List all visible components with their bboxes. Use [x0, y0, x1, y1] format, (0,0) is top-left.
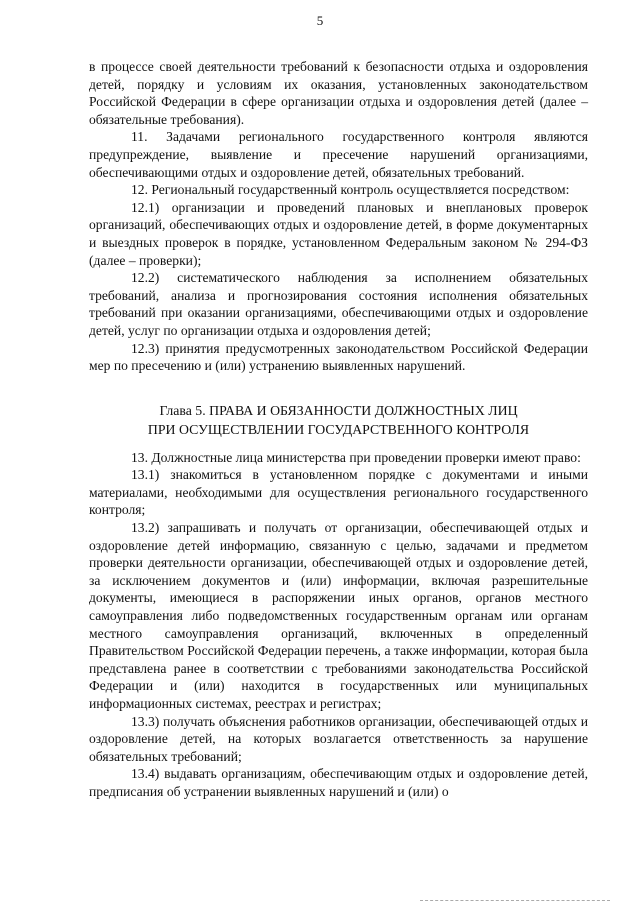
paragraph: 13.4) выдавать организациям, обеспечивающим отдых и оздоровление детей, предписания об устранении выявленных нарушений и (или) о — [89, 766, 588, 799]
text-block-bottom — [89, 449, 588, 801]
paragraph: 12.2) систематического наблюдения за исполнением обязательных требований, анализа и прогнозирования состояния исполнения обязательных требований при оказании организациями, обеспечивающими отдых и оздоровление детей, услуг по организации отдыха и оздоровления детей; — [89, 270, 588, 338]
paragraph: 13.1) знакомиться в установленном порядке с документами и иными материалами, необходимыми для осуществления регионального государственного контроля; — [89, 467, 588, 518]
document-body — [89, 58, 588, 801]
paragraph: 13. Должностные лица министерства при проведении проверки имеют право: — [131, 449, 581, 465]
chapter-heading-line-2: ПРИ ОСУЩЕСТВЛЕНИИ ГОСУДАРСТВЕННОГО КОНТРОЛЯ — [147, 421, 530, 437]
chapter-heading — [89, 401, 588, 439]
paragraph: 11. Задачами регионального государственного контроля являются предупреждение, выявление и пресечение нарушений организациями, обеспечивающими отдых и оздоровление детей, обязательных требований. — [89, 129, 588, 180]
chapter-heading-line-1: Глава 5. ПРАВА И ОБЯЗАННОСТИ ДОЛЖНОСТНЫХ ЛИЦ — [159, 402, 518, 418]
page-number: 5 — [316, 13, 324, 28]
paragraph: 13.2) запрашивать и получать от организации, обеспечивающей отдых и оздоровление детей информацию, связанную с целью, задачами и предметом проверки деятельности организации, обеспечивающей отдых и оздоровление детей, за исключением документов и (или) информации, включая разрешительные документы, имеющиеся в распоряжении иных органов, органов местного самоуправления либо подведомственных государственным органам или органам местного самоуправления организаций, включенных в определенный Правительством Российской Федерации перечень, а также информации, которая была представлена ранее в соответствии с требованиями законодательства Российской Федерации и (или) находится в государственных или муниципальных информационных системах, реестрах и регистрах; — [89, 520, 588, 711]
paragraph: 13.3) получать объяснения работников организации, обеспечивающей отдых и оздоровление детей, на которых возлагается ответственность за нарушение обязательных требований; — [89, 713, 588, 764]
paragraph: в процессе своей деятельности требований к безопасности отдыха и оздоровления детей, порядку и условиям их оказания, установленных законодательством Российской Федерации в сфере организации отдыха и оздоровления детей (далее – обязательные требования). — [89, 59, 588, 127]
footer-rule — [420, 900, 610, 901]
paragraph: 12.1) организации и проведений плановых и внеплановых проверок организаций, обеспечивающих отдых и оздоровление детей, в форме документарных и выездных проверок в порядке, установленном Федеральным законом № 294-ФЗ (далее – проверки); — [89, 199, 588, 268]
text-block-top — [89, 58, 588, 375]
paragraph: 12. Региональный государственный контроль осуществляется посредством: — [131, 182, 570, 198]
paragraph: 12.3) принятия предусмотренных законодательством Российской Федерации мер по пресечению и (или) устранению выявленных нарушений. — [89, 340, 588, 374]
